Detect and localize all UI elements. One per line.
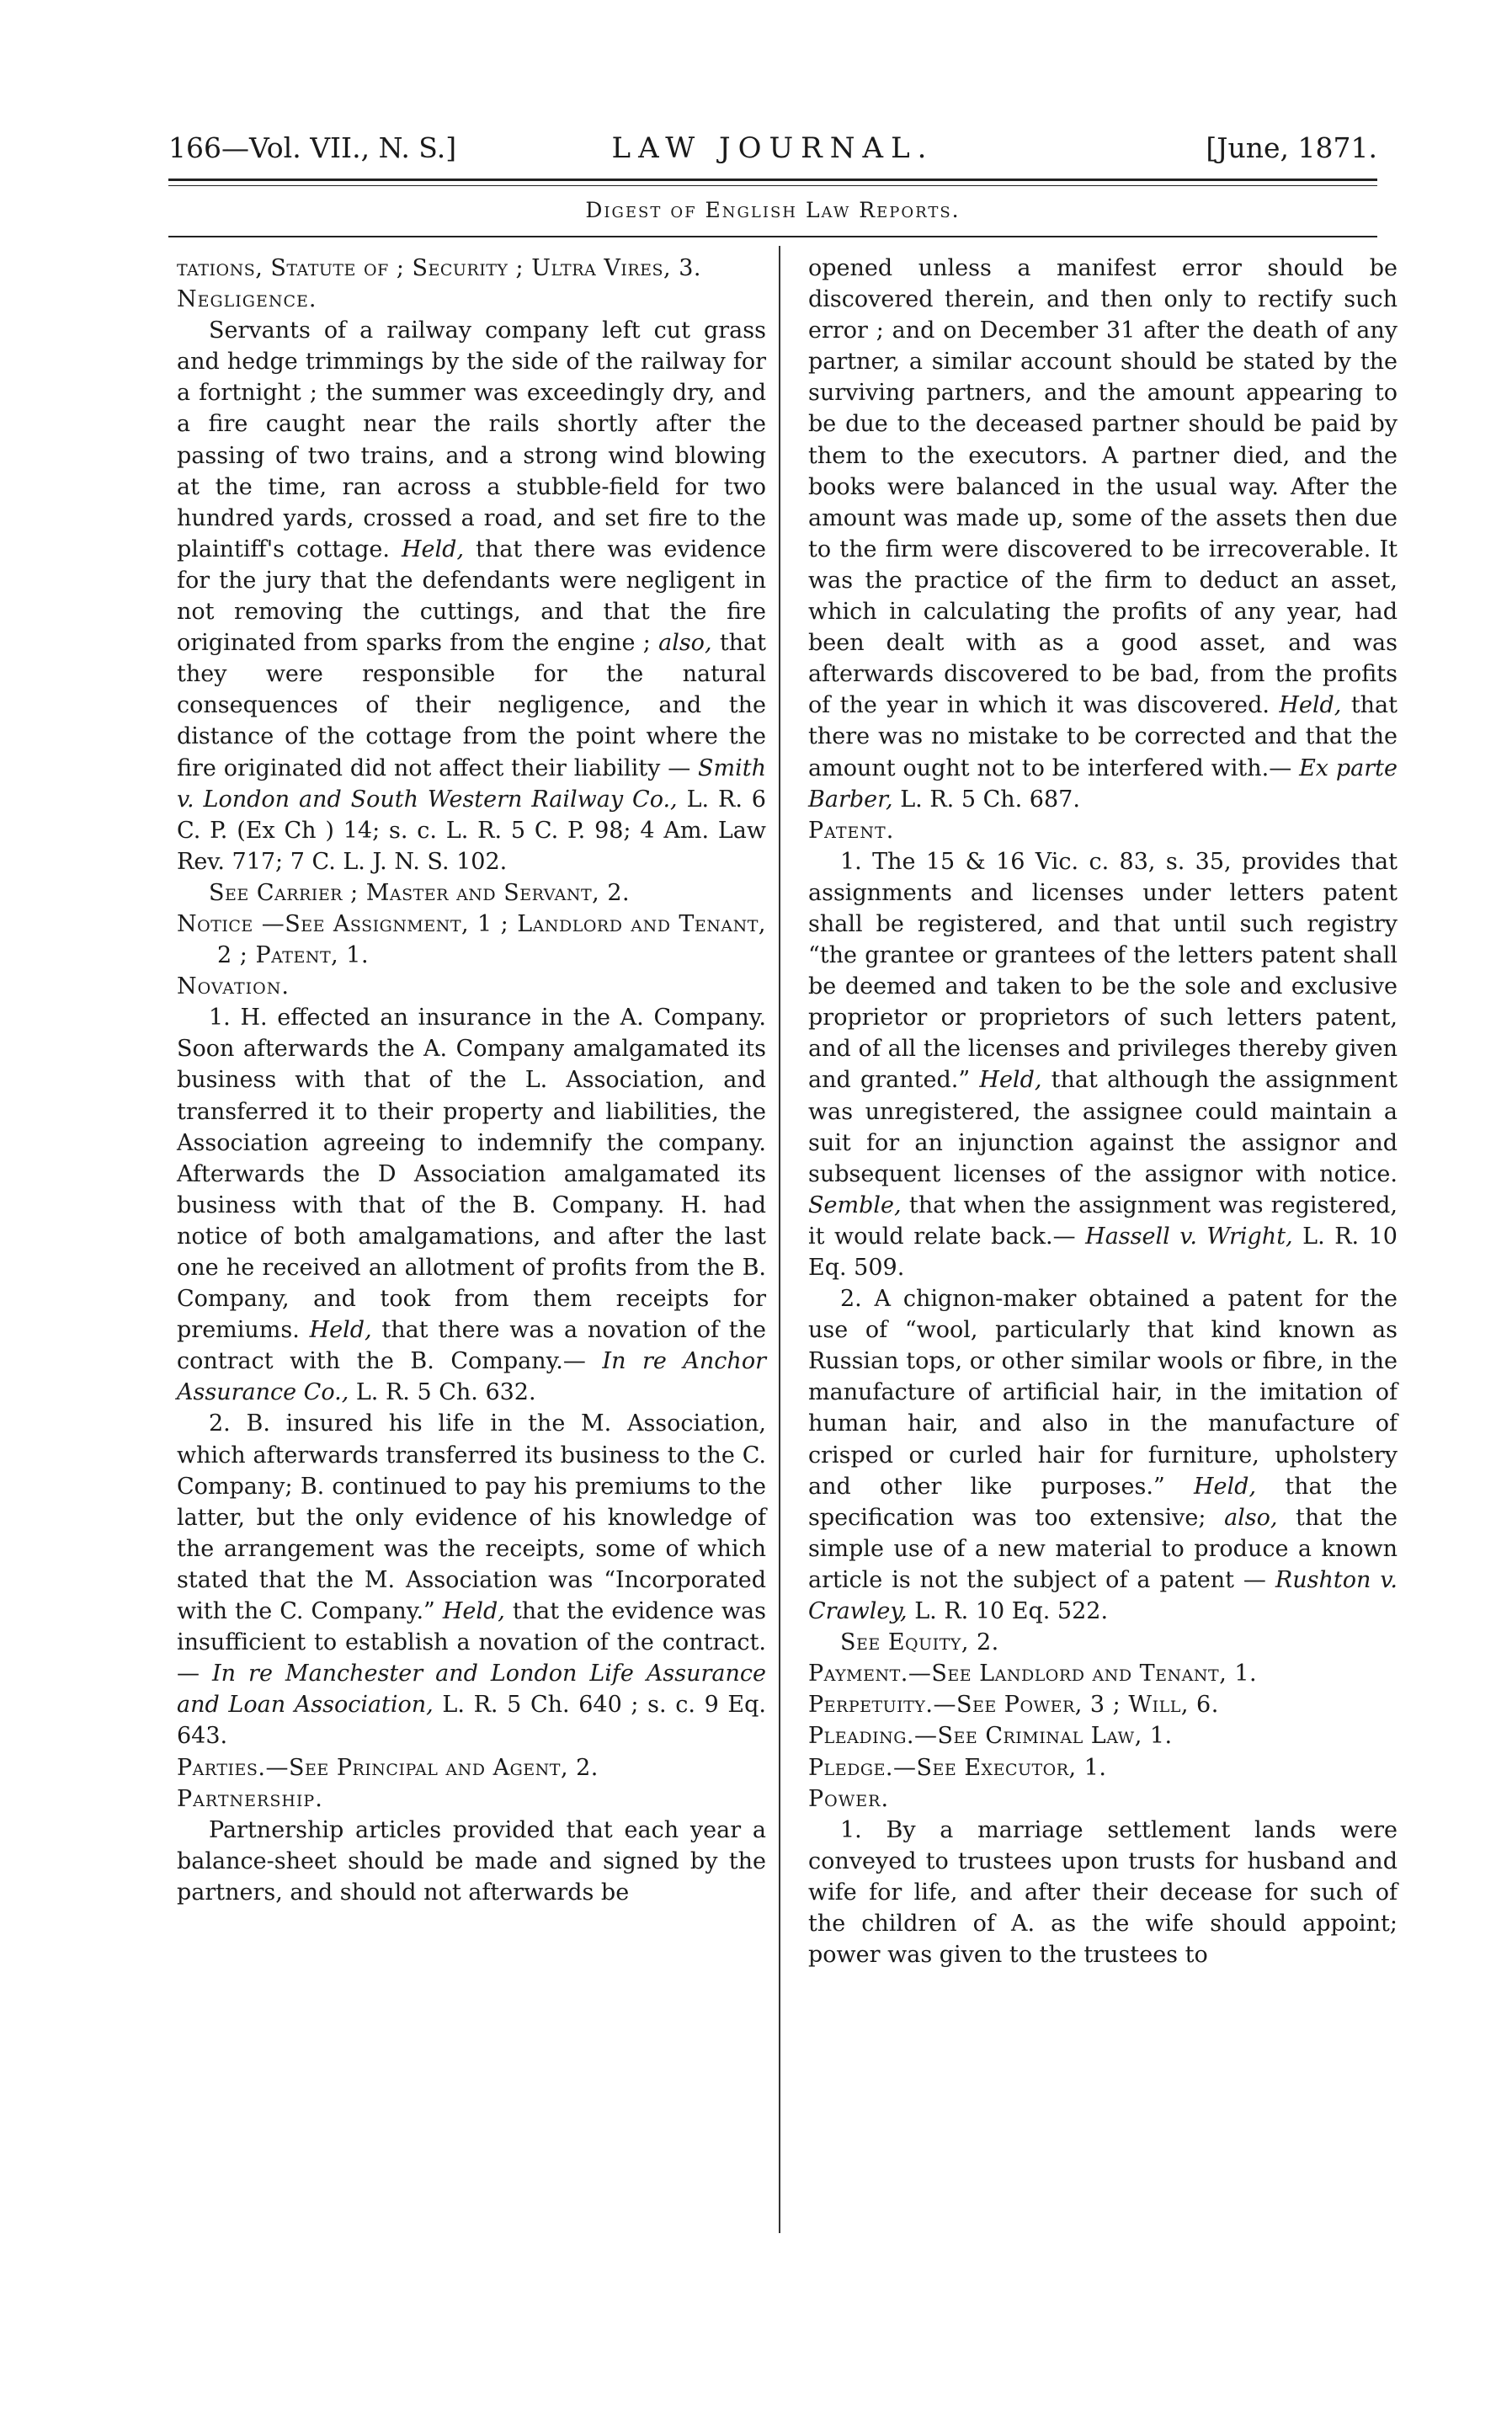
- held-label: Held,: [442, 1598, 505, 1625]
- case-digest-power-1: 1. By a marriage settlement lands were conveyed to trustees upon trusts for husband and wife for life, and after their decease for such of the children of A. as the wife should appoint; power was given to the trustees to: [808, 1816, 1398, 1969]
- issue-date: [June, 1871.: [1206, 131, 1377, 164]
- heading-payment: Payment.—See Landlord and Tenant, 1.: [808, 1661, 1258, 1687]
- section-title: Digest of English Law Reports.: [585, 198, 961, 222]
- case-name: In re Anchor Assurance Co.,: [177, 1348, 766, 1406]
- left-column: [177, 253, 766, 1908]
- case-facts: 2. B. insured his life in the M. Association, which afterwards transferred its business to the C. Company; B. continued to pay his premiums to the latter, but the only evidence of his knowledge of the arrangement was the receipts, some of which stated that the M. Association was “Incorporated with the C. Company.”: [177, 1410, 766, 1625]
- case-name: In re Manchester and London Life Assurance and Loan Association,: [177, 1661, 766, 1719]
- case-digest-patent-1: [808, 846, 1398, 1283]
- case-holding: that there was no mistake to be corrected and that the amount ought not to be interfered with.—: [808, 692, 1398, 781]
- case-holding: that there was evidence for the jury that the defendants were negligent in not removing the cuttings, and that the fire originated from sparks from the engine ;: [177, 536, 766, 657]
- case-holding: that there was a novation of the contract with the B. Company.—: [177, 1317, 766, 1375]
- case-citation: L. R. 5 Ch. 640 ; s. c. 9 Eq. 643.: [177, 1692, 766, 1750]
- cross-reference-continuation: tations, Statute of ; Security ; Ultra Vires, 3.: [177, 255, 701, 281]
- semble-label: Semble,: [808, 1192, 902, 1218]
- held-label: Held,: [402, 536, 465, 562]
- case-citation: L. R. 5 Ch. 632.: [355, 1379, 536, 1406]
- heading-pleading: Pleading.—See Criminal Law, 1.: [808, 1723, 1173, 1750]
- case-digest-negligence: [177, 315, 766, 877]
- held-label: Held,: [1194, 1473, 1257, 1500]
- see-also-reference: See Equity, 2.: [840, 1629, 999, 1656]
- also-label: also,: [658, 630, 712, 657]
- case-facts: 1. H. effected an insurance in the A. Company. Soon afterwards the A. Company amalgamated its business with that of the L. Association, and transferred it to their property and liabilities, the Association agreeing to indemnify the company. Afterwards the D Association amalgamated its business with that of the B. Company. H. had notice of both amalgamations, and after the last one he received an allotment of profits from the B. Company, and took from them receipts for premiums.: [177, 1005, 766, 1344]
- also-label: also,: [1224, 1504, 1278, 1531]
- held-label: Held,: [1279, 692, 1342, 719]
- case-digest-partnership-continued: [808, 253, 1398, 815]
- heading-perpetuity: Perpetuity.—See Power, 3 ; Will, 6.: [808, 1692, 1219, 1719]
- case-facts: 1. The 15 & 16 Vic. c. 83, s. 35, provides that assignments and licenses under letters patent shall be registered, and that until such registry “the grantee or grantees of the letters patent shall be deemed and taken to be the sole and exclusive proprietor or proprietors of such letters patent, and of all the licenses and privileges thereby given and granted.”: [808, 848, 1398, 1094]
- case-name: Rushton v. Crawley,: [808, 1566, 1398, 1625]
- case-holding: that when the assignment was registered, it would relate back.—: [808, 1192, 1398, 1250]
- heading-patent: Patent.: [808, 817, 895, 844]
- heading-power: Power.: [808, 1785, 890, 1812]
- case-holding: that the simple use of a new material to produce a known article is not the subject of a patent —: [808, 1504, 1398, 1593]
- case-holding: that the evidence was insufficient to establish a novation of the contract. —: [177, 1598, 767, 1687]
- case-digest-novation-2: [177, 1408, 766, 1751]
- case-digest-patent-2: [808, 1283, 1398, 1627]
- held-label: Held,: [309, 1317, 372, 1344]
- see-also-reference: See Carrier ; Master and Servant, 2.: [209, 879, 631, 906]
- running-head: [168, 125, 1377, 172]
- heading-notice: Notice —See Assignment, 1 ; Landlord and Tenant, 2 ; Patent, 1.: [177, 910, 766, 969]
- heading-negligence: Negligence.: [177, 286, 317, 313]
- case-citation: L. R. 10 Eq. 509.: [808, 1223, 1398, 1281]
- case-digest-novation-1: [177, 1002, 766, 1408]
- header-rule-thin: [168, 185, 1377, 186]
- case-holding: that they were responsible for the natural consequences of their negligence, and the distance of the cottage from the point where the fire originated did not affect their liability —: [177, 630, 766, 781]
- page-number-volume: 166—Vol. VII., N. S.]: [168, 131, 457, 164]
- heading-pledge: Pledge.—See Executor, 1.: [808, 1754, 1107, 1781]
- case-citation: L. R. 5 Ch. 687.: [900, 786, 1080, 813]
- case-facts: Servants of a railway company left cut grass and hedge trimmings by the side of the railway for a fortnight ; the summer was exceedingly dry, and a fire caught near the rails shortly after the passing of two trains, and a strong wind blowing at the time, ran across a stubble-field for two hundred yards, crossed a road, and set fire to the plaintiff's cottage.: [177, 317, 766, 562]
- case-name: Ex parte Barber,: [808, 754, 1398, 813]
- case-holding: that although the assignment was unregistered, the assignee could maintain a suit for an injunction against the assignor and subsequent licenses of the assignor with notice.: [808, 1067, 1398, 1187]
- heading-parties: Parties.—See Principal and Agent, 2.: [177, 1754, 599, 1781]
- case-facts: 2. A chignon-maker obtained a patent for the use of “wool, particularly that kind known as Russian tops, or other similar wools or fibre, in the manufacture of artificial hair, in the imitation of human hair, and also in the manufacture of crisped or curled hair for furniture, upholstery and other like purposes.”: [808, 1286, 1398, 1500]
- case-citation: L. R. 10 Eq. 522.: [914, 1598, 1109, 1625]
- header-rule-thick: [168, 179, 1377, 181]
- journal-title: LAW JOURNAL.: [611, 131, 934, 165]
- right-column: [808, 253, 1398, 1970]
- case-facts: opened unless a manifest error should be discovered therein, and then only to rectify such error ; and on December 31 after the death of any partner, a similar account should be stated by the surviving partners, and the amount appearing to be due to the deceased partner should be paid by them to the executors. A partner died, and the books were balanced in the usual way. After the amount was made up, some of the assets then due to the firm were discovered to be irrecoverable. It was the practice of the firm to deduct an asset, which in calculating the profits of any year, had been dealt with as a good asset, and was afterwards discovered to be bad, from the profits of the year in which it was discovered.: [808, 255, 1398, 719]
- case-digest-partnership: Partnership articles provided that each year a balance-sheet should be made and signed by the partners, and should not afterwards be: [177, 1816, 766, 1906]
- section-title-rule: [168, 236, 1377, 237]
- heading-novation: Novation.: [177, 973, 290, 1000]
- case-holding: that the specification was too extensive;: [808, 1473, 1398, 1531]
- case-name: Smith v. London and South Western Railway Co.,: [177, 754, 766, 813]
- column-divider: [779, 246, 780, 2233]
- held-label: Held,: [979, 1067, 1042, 1094]
- heading-partnership: Partnership.: [177, 1785, 323, 1812]
- case-citation: L. R. 6 C. P. (Ex Ch ) 14; s. c. L. R. 5 C. P. 98; 4 Am. Law Rev. 717; 7 C. L. J. N. S. 102.: [177, 786, 766, 875]
- case-name: Hassell v. Wright,: [1085, 1223, 1293, 1250]
